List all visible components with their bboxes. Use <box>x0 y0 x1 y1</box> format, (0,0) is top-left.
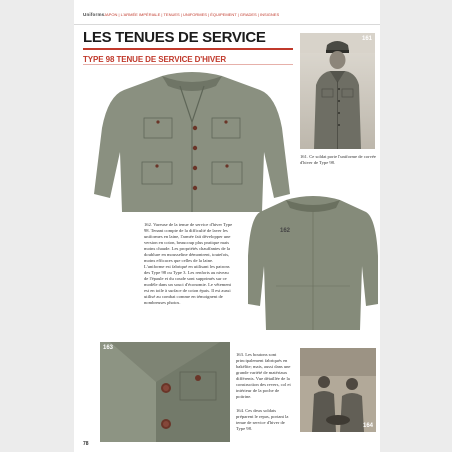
subtitle-rule <box>83 64 293 65</box>
photo-number-163: 163 <box>103 345 114 351</box>
caption-162 <box>144 222 234 306</box>
caption-164-text: 164. Ces deux soldats préparent le repas, portant la tenue de service d'hiver de Type 98. <box>236 408 289 431</box>
caption-161 <box>300 154 376 166</box>
soldier-portrait-illustration <box>300 33 375 149</box>
jacket-back-illustration <box>246 186 380 332</box>
running-header <box>74 10 380 25</box>
page-number: 78 <box>83 441 89 447</box>
section-brand: Uniforms <box>83 12 105 17</box>
photo-number-162: 162 <box>280 228 291 234</box>
photo-161-soldier-portrait <box>300 33 375 149</box>
caption-162-text: 162. Vareuse de la tenue de service d'hiver Type 98. Tenant compte de la difficulté de laver les uniformes en laine, l'armée fait développer une version en coton, beaucoup plus pratique mais moins chaude. Les propriétés chauffantes de la doublure en mousseline démontrent, toutefois, moins efficaces que celles de la laine. L'uniforme est fabriqué en utilisant les patrons des Type 98 ou Type 3. Les renforts au niveau de l'épaule et du coude sont supprimés sur ce modèle dans un souci d'économie. Le vêtement est en toile à surface de coton épais. Il est aussi utilisé au combat comme en témoignent de nombreuses photos. <box>144 222 233 305</box>
title-rule <box>83 48 293 50</box>
magazine-page <box>74 0 380 452</box>
photo-162-jacket-back <box>246 186 380 332</box>
page-gutter <box>380 0 452 452</box>
photo-163-button-detail <box>100 342 230 442</box>
photo-164-soldiers-cooking <box>300 348 376 432</box>
caption-163-text: 163. Les boutons sont principalement fabriqués en bakélite; mais, aussi dans une grande variété de matériaux différents. Vue détaillée de la construction des revers, col et intérieur de la poche de poitrine. <box>236 352 291 399</box>
section-breadcrumb: JAPON | L'ARMÉE IMPÉRIALE | TENUES | UNIFORMES | ÉQUIPEMENT | GRADES | INSIGNES <box>104 12 280 17</box>
page-subtitle: TYPE 98 TENUE DE SERVICE D'HIVER <box>83 55 227 64</box>
soldiers-cooking-illustration <box>300 348 376 432</box>
photo-number-164: 164 <box>362 423 373 429</box>
photo-number-161: 161 <box>361 36 372 42</box>
caption-163 <box>236 352 294 400</box>
page-title: LES TENUES DE SERVICE <box>83 29 266 46</box>
caption-161-text: 161. Ce soldat porte l'uniforme de corvée d'hiver de Type 98. <box>300 154 376 165</box>
button-detail-illustration <box>100 342 230 442</box>
caption-164 <box>236 408 294 432</box>
